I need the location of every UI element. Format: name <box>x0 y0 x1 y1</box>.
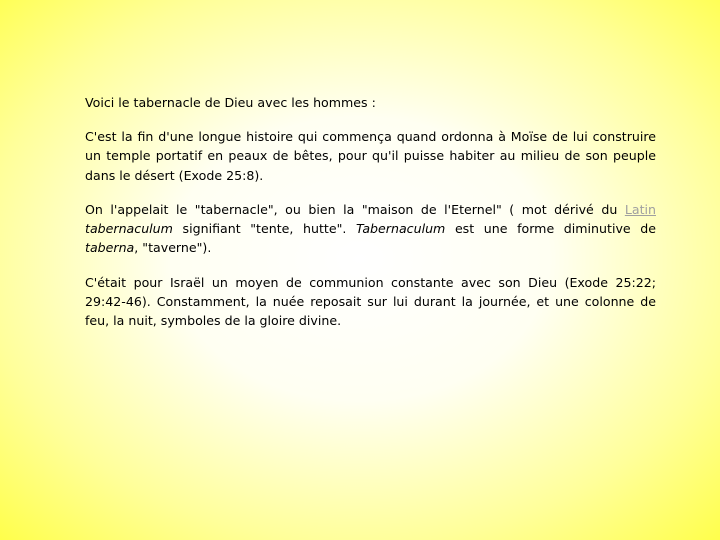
paragraph-2-italic-1: tabernaculum <box>85 221 173 237</box>
paragraph-2 <box>85 200 656 258</box>
paragraph-2-italic-2: Tabernaculum <box>355 221 446 237</box>
slide-content <box>85 93 656 346</box>
paragraph-2-text-3: signifiant "tente, hutte". <box>172 221 356 237</box>
paragraph-2-text-5: , "taverne"). <box>134 240 212 256</box>
paragraph-2-text-1: On l'appelait le "tabernacle", ou bien la "maison de l'Eternel" ( mot dérivé du <box>85 201 625 217</box>
latin-link[interactable]: Latin <box>624 201 656 217</box>
slide-title: Voici le tabernacle de Dieu avec les hommes : <box>85 95 376 110</box>
paragraph-1: C'est la fin d'une longue histoire qui commença quand ordonna à Moïse de lui construire un temple portatif en peaux de bêtes, pour qu'il puisse habiter au milieu de son peuple dans le désert (Exode 25:8). <box>85 129 656 183</box>
paragraph-2-italic-3: taberna <box>85 240 135 256</box>
paragraph-2-text-4: est une forme diminutive de <box>445 221 656 237</box>
paragraph-3: C'était pour Israël un moyen de communion constante avec son Dieu (Exode 25:22; 29:42-46). Constamment, la nuée reposait sur lui durant la journée, et une colonne de feu, la nuit, symboles de la gloire divine. <box>85 274 656 329</box>
